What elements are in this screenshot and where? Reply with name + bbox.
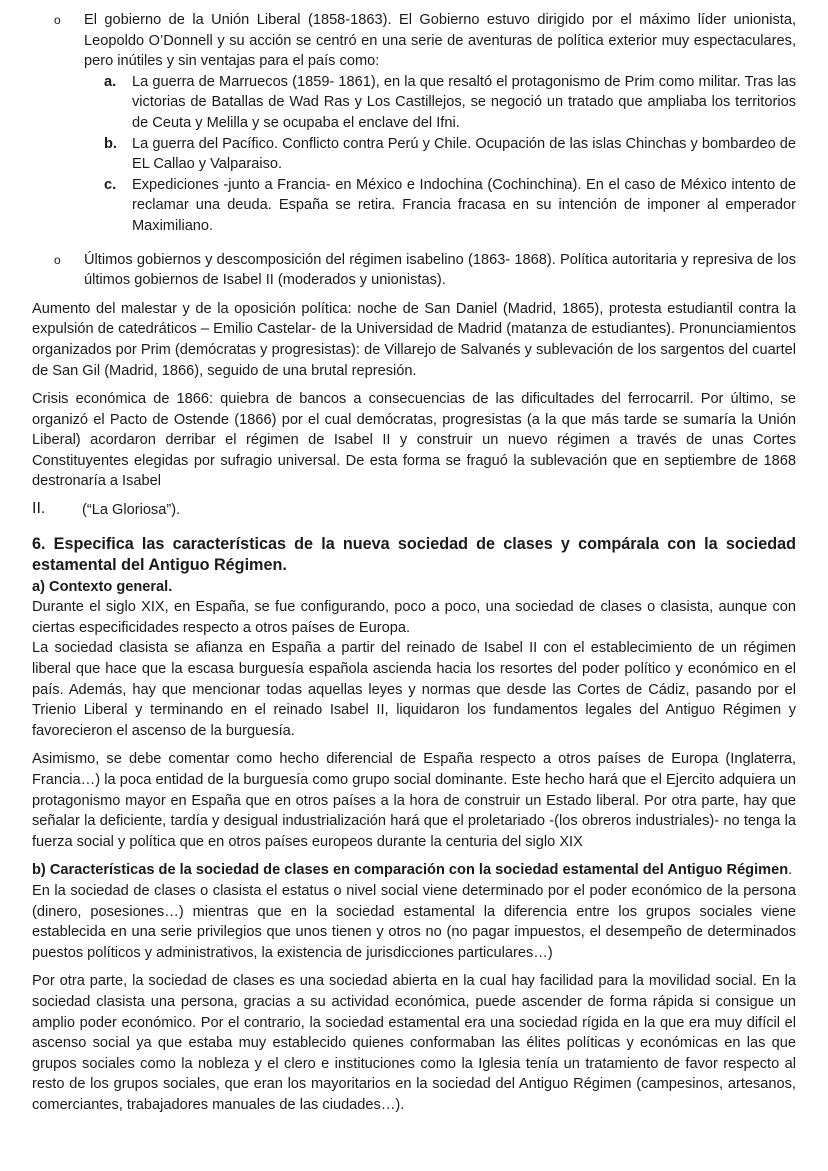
- roman-text: (“La Gloriosa”).: [82, 502, 181, 519]
- paragraph-a2: La sociedad clasista se afianza en España a partir del reinado de Isabel II con el establecimiento de un régimen liberal que hace que la escasa burguesía española ascienda hacia los resortes del poder político y económico en el país. Además, hay que mencionar todas aquellas leyes y normas que desde las Cortes de Cádiz, pasando por el Trienio Liberal y terminando en el reinado Isabel II, liquidaron los fundamentos legales del Antiguo Régimen y favorecieron el ascenso de la burguesía.: [32, 640, 796, 739]
- list-item-text: La guerra del Pacífico. Conflicto contra Perú y Chile. Ocupación de las islas Chinchas y bombardeo de EL Callao y Valparaiso.: [132, 135, 796, 173]
- list-item-ultimos-gobiernos: [32, 250, 796, 291]
- paragraph-b2: Por otra parte, la sociedad de clases es una sociedad abierta en la cual hay facilidad para la movilidad social. En la sociedad clasista una persona, gracias a su actividad económica, puede ascender de forma rápida si consigue un amplio poder económico. Por el contrario, la sociedad estamental era una sociedad rígida en la que era muy difícil el ascenso social ya que estaba muy establecido quienes conformaban las élites políticas y económicas en las que grupos sociales como la nobleza y el clero e instituciones como la Iglesia tenía un tratamiento de favor respecto al resto de los grupos sociales, que eran los mayoritarios en la sociedad del Antiguo Régimen (campesinos, artesanos, comerciantes, trabajadores manuales de las ciudades…).: [32, 973, 796, 1113]
- bullet-icon: o: [54, 13, 61, 27]
- list-label: b.: [104, 135, 117, 152]
- paragraph-b1: En la sociedad de clases o clasista el estatus o nivel social viene determinado por el poder económico de la persona (dinero, posesiones…) mientras que en la sociedad estamental la diferencia entre los grupos sociales viene establecida en una serie privilegios que unos tienen y otros no (no pagar impuestos, el desempeño de determinados puestos políticos y administrativos, la existencia de jurisdicciones particulares…): [32, 882, 796, 961]
- subsection-title-a: a) Contexto general.: [32, 578, 173, 595]
- list-label: a.: [104, 73, 117, 90]
- list-label: c.: [104, 176, 117, 193]
- document-page: [32, 10, 796, 1116]
- paragraph-crisis: Crisis económica de 1866: quiebra de bancos a consecuencias de las dificultades del ferrocarril. Por último, se organizó el Pacto de Ostende (1866) por el cual demócratas, progresistas (a la que más tarde se sumaría la Unión Liberal) acordaron derribar el régimen de Isabel II y construir un nuevo régimen a través de unas Cortes Constituyentes elegidas por sufragio universal. De esta forma se fraguó la sublevación que en septiembre de 1868 destronaría a Isabel: [32, 391, 796, 490]
- list-item-text: La guerra de Marruecos (1859- 1861), en la que resaltó el protagonismo de Prim como militar. Tras las victorias de Batallas de Wad Ras y Los Castillejos, se negoció un tratado que ampliaba los territorios de Ceuta y Melilla y se ocupaba el enclave del Ifni.: [132, 73, 796, 131]
- list-item-text: Expediciones -junto a Francia- en México e Indochina (Cochinchina). En el caso de México intento de reclamar una deuda. España se retira. Francia fracasa en su intención de imponer al emperador Maximiliano.: [132, 176, 796, 234]
- list-item-marruecos: [32, 72, 796, 134]
- bullet-icon: o: [54, 252, 61, 267]
- paragraph-malestar: Aumento del malestar y de la oposición política: noche de San Daniel (Madrid, 1865), protesta estudiantil contra la expulsión de catedráticos – Emilio Castelar- de la Universidad de Madrid (matanza de estudiantes). Pronunciamientos organizados por Prim (demócratas y progresistas): de Villarejo de Salvanés y sublevación de los sargentos del cuartel de San Gil (Madrid, 1866), seguido de una brutal represión.: [32, 300, 796, 379]
- subsection-title-b-period: .: [788, 862, 793, 879]
- subsection-title-b-text: b) Características de la sociedad de clases en comparación con la sociedad estamental del Antiguo Régimen: [32, 862, 789, 879]
- list-item-pacifico: [32, 134, 796, 175]
- list-item-text: El gobierno de la Unión Liberal (1858-1863). El Gobierno estuvo dirigido por el máximo líder unionista, Leopoldo O’Donnell y su acción se centró en una serie de aventuras de política exterior muy espectaculares, pero inútiles y sin ventajas para el país como:: [84, 12, 796, 70]
- paragraph-a3: Asimismo, se debe comentar como hecho diferencial de España respecto a otros países de Europa (Inglaterra, Francia…) la poca entidad de la burguesía como grupo social dominante. Este hecho hará que el Ejercito adquiera un protagonismo mayor en España que en otros países a la hora de construir un Estado liberal. Por otra parte, hay que señalar la deficiente, tardía y desigual industrialización hará que el proletariado -(los obreros industriales)- no tenga la fuerza social y política que en otros países europeos durante la centuria del siglo XIX: [32, 751, 796, 850]
- subsection-title-b: [32, 860, 796, 881]
- paragraph-a1: Durante el siglo XIX, en España, se fue configurando, poco a poco, una sociedad de clases o clasista, aunque con ciertas especificidades respecto a otros países de Europa.: [32, 599, 796, 636]
- list-item-expediciones: [32, 175, 796, 237]
- list-item-text: Últimos gobiernos y descomposición del régimen isabelino (1863- 1868). Política autoritaria y represiva de los últimos gobiernos de Isabel II (moderados y unionistas).: [84, 251, 796, 289]
- roman-item: [32, 500, 796, 521]
- roman-label: II.: [32, 500, 46, 518]
- list-item-union-liberal: [32, 10, 796, 72]
- section-title: 6. Especifica las características de la nueva sociedad de clases y compárala con la sociedad estamental del Antiguo Régimen.: [32, 534, 796, 575]
